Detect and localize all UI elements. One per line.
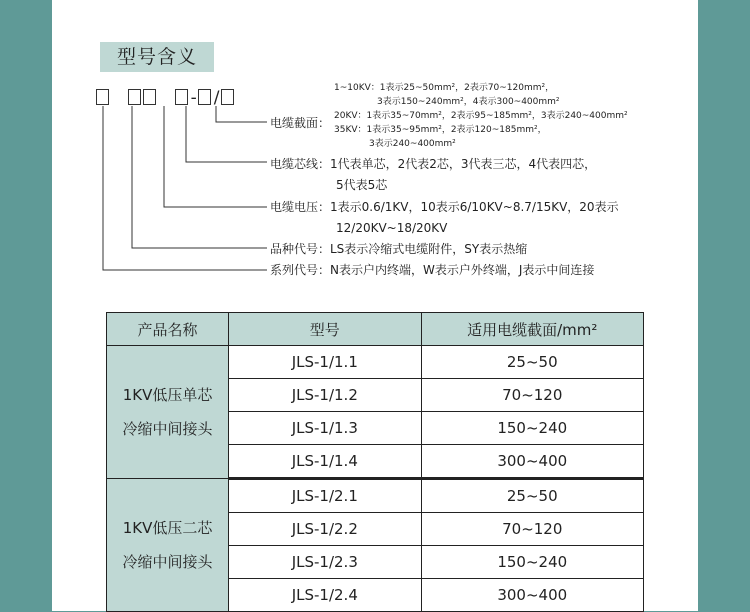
- product-name-line: 冷缩中间接头: [122, 420, 213, 438]
- voltage-note-2: 12/20KV~18/20KV: [336, 221, 448, 235]
- section-cell: 25~50: [421, 479, 643, 513]
- connector-variety: [132, 106, 267, 248]
- section-cell: 300~400: [421, 579, 643, 612]
- model-cell: JLS-1/1.3: [229, 412, 421, 445]
- model-cell: JLS-1/2.4: [229, 579, 421, 612]
- code-dash: -: [190, 88, 197, 108]
- model-cell: JLS-1/1.2: [229, 379, 421, 412]
- section-title: 型号含义: [100, 42, 214, 72]
- section-cell: 70~120: [421, 513, 643, 546]
- page: [52, 0, 698, 611]
- header-section: 适用电缆截面/mm²: [421, 313, 643, 346]
- section-cell: 150~240: [421, 546, 643, 579]
- connector-series: [103, 106, 267, 270]
- table-row: [107, 346, 644, 379]
- product-name-line: 冷缩中间接头: [122, 553, 213, 571]
- section-note-5: 3表示240~400mm²: [369, 139, 456, 149]
- product-name-line: 1KV低压单芯: [122, 386, 213, 404]
- spec-table: [106, 312, 644, 612]
- section-label: 电缆截面：: [270, 116, 331, 130]
- connector-core: [186, 106, 267, 162]
- section-note-2: 3表示150~240mm²，4表示300~400mm²: [377, 97, 560, 107]
- section-note-4: 35KV：1表示35~95mm²，2表示120~185mm²，: [334, 125, 547, 135]
- table-header-row: [107, 313, 644, 346]
- table-row: [107, 479, 644, 513]
- core-note-2: 5代表5芯: [336, 178, 388, 192]
- connector-section: [216, 106, 267, 122]
- section-note-1: 1~10KV：1表示25~50mm²，2表示70~120mm²，: [334, 83, 555, 93]
- variety-note: 品种代号：LS表示冷缩式电缆附件，SY表示热缩: [270, 242, 528, 256]
- series-note: 系列代号：N表示户内终端，W表示户外终端，J表示中间连接: [270, 263, 595, 277]
- section-cell: 300~400: [421, 445, 643, 479]
- header-product: 产品名称: [107, 313, 229, 346]
- model-cell: JLS-1/2.3: [229, 546, 421, 579]
- model-cell: JLS-1/2.2: [229, 513, 421, 546]
- section-note-3: 20KV：1表示35~70mm²，2表示95~185mm²，3表示240~400mm²: [334, 111, 628, 121]
- section-cell: 70~120: [421, 379, 643, 412]
- section-cell: 150~240: [421, 412, 643, 445]
- product-name-cell: [107, 479, 229, 612]
- model-cell: JLS-1/1.4: [229, 445, 421, 479]
- section-cell: 25~50: [421, 346, 643, 379]
- product-name-line: 1KV低压二芯: [122, 519, 213, 537]
- model-cell: JLS-1/2.1: [229, 479, 421, 513]
- header-model: 型号: [229, 313, 421, 346]
- model-cell: JLS-1/1.1: [229, 346, 421, 379]
- product-name-cell: [107, 346, 229, 479]
- voltage-note-1: 电缆电压：1表示0.6/1KV，10表示6/10KV~8.7/15KV，20表示: [270, 200, 619, 214]
- code-slash: /: [213, 88, 220, 108]
- core-note-1: 电缆芯线：1代表单芯，2代表2芯，3代表三芯，4代表四芯，: [270, 157, 597, 171]
